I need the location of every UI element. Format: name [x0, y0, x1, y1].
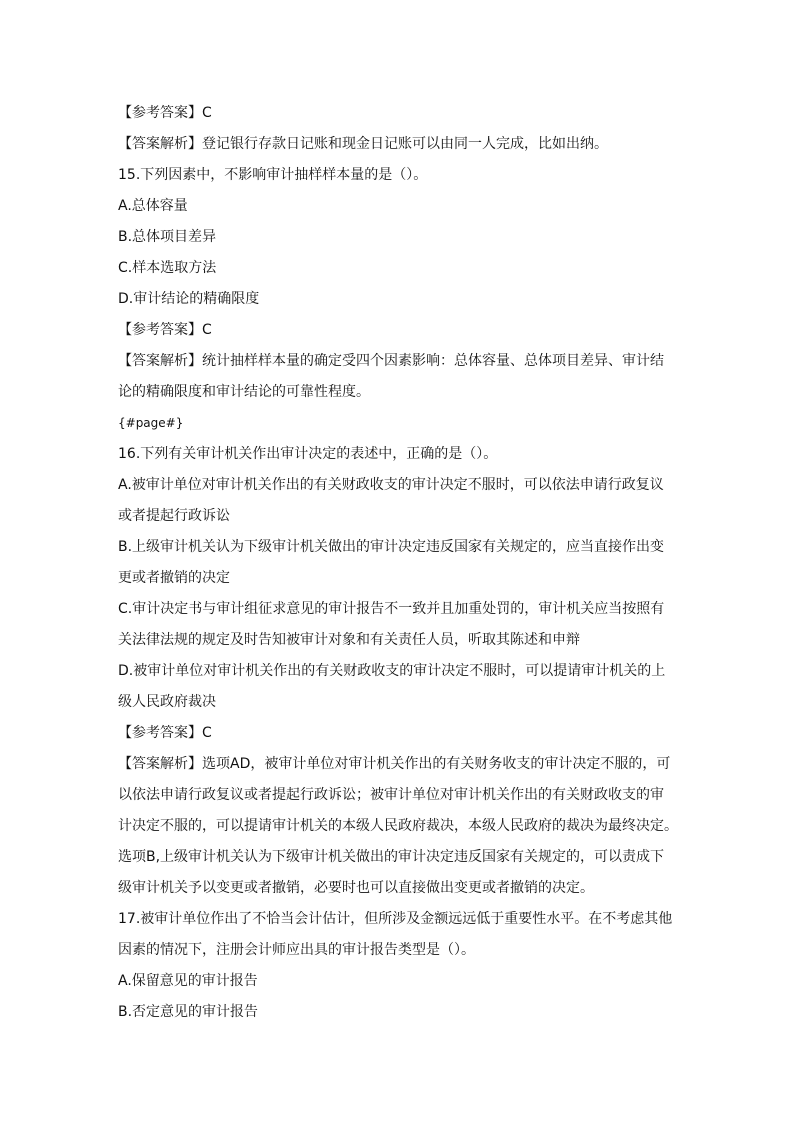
answer-explanation-cont: 论的精确限度和审计结论的可靠性程度。 [118, 384, 370, 400]
question-16: 16.下列有关审计机关作出审计决定的表述中，正确的是（）。 [118, 446, 498, 462]
option-a-cont: 或者提起行政诉讼 [118, 508, 230, 524]
answer-explanation: 【答案解析】统计抽样样本量的确定受四个因素影响：总体容量、总体项目差异、审计结 [118, 353, 664, 369]
answer-explanation: 【答案解析】登记银行存款日记账和现金日记账可以由同一人完成，比如出纳。 [118, 136, 608, 152]
answer-label: 【参考答案】C [118, 725, 212, 741]
option-a: A.总体容量 [118, 198, 188, 214]
answer-explanation-cont: 以依法申请行政复议或者提起行政诉讼；被审计单位对审计机关作出的有关财政收支的审 [118, 787, 664, 803]
option-a: A.保留意见的审计报告 [118, 973, 258, 989]
question-17-cont: 因素的情况下，注册会计师应出具的审计报告类型是（）。 [118, 942, 475, 958]
option-d-cont: 级人民政府裁决 [118, 694, 216, 710]
answer-explanation-cont: 选项B,上级审计机关认为下级审计机关做出的审计决定违反国家有关规定的，可以责成下 [118, 849, 665, 865]
answer-explanation-cont: 计决定不服的，可以提请审计机关的本级人民政府裁决，本级人民政府的裁决为最终决定。 [118, 818, 678, 834]
option-b-cont: 更或者撤销的决定 [118, 570, 230, 586]
option-c: C.样本选取方法 [118, 260, 217, 276]
question-15: 15.下列因素中，不影响审计抽样样本量的是（）。 [118, 167, 428, 183]
page-marker: {#page#} [118, 416, 184, 430]
option-b: B.上级审计机关认为下级审计机关做出的审计决定违反国家有关规定的，应当直接作出变 [118, 539, 665, 555]
document-body [118, 98, 678, 1028]
option-d: D.审计结论的精确限度 [118, 291, 260, 307]
option-b: B.总体项目差异 [118, 229, 217, 245]
question-17: 17.被审计单位作出了不恰当会计估计，但所涉及金额远远低于重要性水平。在不考虑其他 [118, 911, 673, 927]
answer-explanation: 【答案解析】选项AD，被审计单位对审计机关作出的有关财务收支的审计决定不服的，可 [118, 756, 671, 772]
option-c: C.审计决定书与审计组征求意见的审计报告不一致并且加重处罚的，审计机关应当按照有 [118, 601, 665, 617]
answer-label: 【参考答案】C [118, 322, 212, 338]
answer-label: 【参考答案】C [118, 105, 212, 121]
option-b: B.否定意见的审计报告 [118, 1004, 259, 1020]
option-d: D.被审计单位对审计机关作出的有关财政收支的审计决定不服时，可以提请审计机关的上 [118, 663, 666, 679]
option-c-cont: 关法律法规的规定及时告知被审计对象和有关责任人员，听取其陈述和申辩 [118, 632, 580, 648]
answer-explanation-cont: 级审计机关予以变更或者撤销，必要时也可以直接做出变更或者撤销的决定。 [118, 880, 594, 896]
option-a: A.被审计单位对审计机关作出的有关财政收支的审计决定不服时，可以依法申请行政复议 [118, 477, 664, 493]
